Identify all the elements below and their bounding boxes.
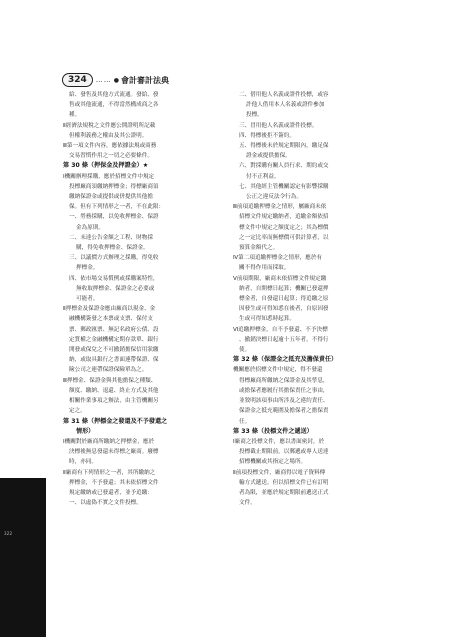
right-text-line: 或擔保者應履行其擔保責任之事由， bbox=[239, 387, 329, 394]
right-text-column bbox=[233, 90, 393, 508]
right-text-line: 投標。 bbox=[246, 112, 263, 119]
left-text-line: 融機構簽發之本票或支票、保付支 bbox=[69, 316, 153, 323]
right-text-line: 得標廠商所繳納之保證金及其孳息， bbox=[239, 377, 329, 384]
left-text-line: 三、以議價方式辦理之採購，得免收 bbox=[69, 255, 159, 262]
right-text-line: 預算金額代之。 bbox=[239, 245, 279, 252]
left-text-line: 購，得免收押標金、保證金。 bbox=[76, 245, 149, 252]
right-text-line: 任。 bbox=[239, 418, 251, 425]
left-text-line: 四、依市場交易慣例或採購案特性， bbox=[69, 275, 159, 282]
right-text-line: Ⅳ第二項追繳押標金之情形，應於有 bbox=[233, 255, 323, 262]
left-text-line: Ⅱ經濟法規稅之文件應公開證明所記載 bbox=[63, 122, 156, 129]
left-text-line: 規定繳納或已發還者，並予追繳： bbox=[69, 489, 153, 496]
right-text-line: 納者，自開標日起算；機關已發還押 bbox=[239, 285, 329, 292]
right-text-line: 文件。 bbox=[239, 500, 256, 507]
right-text-line: 使。 bbox=[239, 347, 251, 354]
left-text-column bbox=[63, 90, 223, 508]
right-text-line: 許他人借用本人名義或證件參加 bbox=[246, 102, 325, 109]
left-text-line: 險公司之連帶保證保險單為之。 bbox=[69, 367, 148, 374]
right-text-line: 七、其他經主管機關認定有影響採購 bbox=[239, 183, 329, 190]
right-text-line: 因發生或可得知悉在後者，自原因發 bbox=[239, 306, 329, 313]
right-text-line: 五、得標後未於規定期限內，繳足保 bbox=[239, 143, 329, 150]
right-text-line: 標文件中規定之額度定之；其為標價 bbox=[239, 224, 329, 231]
left-text-line: 種。 bbox=[69, 112, 81, 119]
page-header bbox=[62, 72, 392, 88]
left-text-line: 定質權之金融機構定期存款單、銀行 bbox=[69, 336, 159, 343]
book-title: 會計審計法典 bbox=[121, 75, 170, 85]
left-text-line: 但權利義務之權由及其公證明。 bbox=[69, 132, 148, 139]
left-text-line: 金為原則。 bbox=[76, 224, 104, 231]
side-tab-number: 322 bbox=[4, 531, 13, 536]
left-text-line: 可能者。 bbox=[76, 296, 99, 303]
left-article-heading: 第 31 條（押標金之發還及不予發還之 bbox=[63, 417, 168, 425]
right-text-line: 機關應於招標文件中規定，得不發還 bbox=[233, 367, 323, 374]
right-text-line: 證金或提供擔保。 bbox=[246, 153, 291, 160]
left-text-line: 繳納保證金或提供或併提供其他擔 bbox=[69, 194, 153, 201]
right-text-line: 六、對採購有關人員行求、期約或交 bbox=[239, 163, 329, 170]
right-text-line: 、撤銷決標日起逾十五年者，不得行 bbox=[239, 336, 329, 343]
right-text-line: 二、借用他人名義或證件投標，或容 bbox=[239, 92, 329, 98]
left-text-line: 票、郵政匯票、無記名政府公債、設 bbox=[69, 326, 159, 333]
left-text-line: Ⅲ第一項文件內容，應依據法規或商務 bbox=[63, 143, 157, 150]
right-text-line: 公正之違反法令行為。 bbox=[246, 194, 302, 201]
left-text-line: 一、以虛偽不實之文件投標。 bbox=[69, 500, 142, 507]
right-text-line: 標金者，自發還日起算；得追繳之原 bbox=[239, 296, 329, 303]
left-text-line: 二、未達公告金額之工程、財物採 bbox=[69, 234, 153, 241]
left-text-line: 開發或保兌之不可撤銷擔保信用狀繳 bbox=[69, 347, 159, 354]
right-text-line: 三、冒用他人名義或證件投標。 bbox=[239, 122, 318, 129]
right-article-heading: 第 33 條（投標文件之遞送） bbox=[233, 427, 313, 435]
header-dots: …… bbox=[95, 76, 112, 84]
right-text-line: 之一定比率而無標價可供計算者，以 bbox=[239, 234, 329, 241]
left-text-line: 納，或取具銀行之書面連帶保證、保 bbox=[69, 357, 159, 364]
side-thumb-tab bbox=[0, 478, 46, 637]
right-text-line: 關不得作用而採取。 bbox=[239, 265, 290, 272]
right-article-heading: 第 32 條（保證金之抵充及擔保責任） bbox=[233, 356, 338, 364]
left-text-line: 定之。 bbox=[69, 408, 86, 415]
left-text-line: 押標金，不予發還；其未依招標文件 bbox=[69, 479, 159, 486]
right-text-line: Ⅱ前項投標文件，廠商得以電子資料傳 bbox=[233, 469, 326, 476]
right-text-line: Ⅰ廠商之投標文件，應以書面密封，於 bbox=[233, 438, 325, 445]
right-text-line: 保證金之抵充範圍及擔保者之擔保責 bbox=[239, 408, 329, 415]
right-text-line: 招標文件規定繳納者，追繳金額依招 bbox=[239, 214, 329, 221]
left-text-line: Ⅰ機關對於廠商所繳納之押標金，應於 bbox=[63, 438, 155, 445]
left-text-line: 時，亦同。 bbox=[69, 459, 97, 466]
right-text-line: 並敘明該項事由所涉及之違約責任、 bbox=[239, 398, 329, 405]
left-text-line: 給、發售及其他方式流通。發給、發 bbox=[69, 92, 159, 98]
left-text-line: 無收取押標金、保證金之必要或 bbox=[76, 285, 155, 292]
left-text-line: 投標廠商須繳納押標金；得標廠商須 bbox=[69, 183, 159, 190]
right-text-line: 投標截止期限前，以郵遞或專人送達 bbox=[239, 449, 329, 456]
right-text-line: Ⅲ前項追繳押標金之情形，屬廠商未依 bbox=[233, 204, 327, 211]
left-text-line: 額度、繳納、退還、終止方式及其他 bbox=[69, 387, 159, 394]
left-article-heading: 第 30 條（押保金及押證金）★ bbox=[63, 162, 149, 170]
left-text-line: 押標金。 bbox=[76, 265, 99, 272]
left-text-line: 決標後無息發還未得標之廠商。廢標 bbox=[69, 449, 159, 456]
left-article-heading: 情形） bbox=[76, 427, 95, 435]
page-number: 324 bbox=[62, 73, 93, 87]
right-text-line: 者為限，並應於規定期限前遞送正式 bbox=[239, 489, 329, 496]
left-text-line: Ⅱ押標金及保證金應由廠商以現金、金 bbox=[63, 306, 156, 313]
left-text-line: 相關作業事項之辦法，由主管機關另 bbox=[69, 398, 159, 405]
left-text-line: Ⅱ廠商有下列情形之一者，其所繳納之 bbox=[63, 469, 156, 476]
right-text-line: Ⅴ前項期限，廠商未依招標文件規定繳 bbox=[233, 275, 327, 282]
left-text-line: Ⅲ押標金、保證金與其他擔保之種類、 bbox=[63, 377, 157, 384]
left-text-line: 交易習慣作用之一切之必要條件。 bbox=[69, 153, 153, 160]
right-text-line: 輸方式遞送。但以招標文件已有訂明 bbox=[239, 479, 329, 486]
right-text-line: 付不正利益。 bbox=[246, 173, 280, 180]
left-text-line: 售或其他流通，不得當然構成商之各 bbox=[69, 102, 159, 109]
right-text-line: 生或可得知悉時起算。 bbox=[239, 316, 295, 323]
right-text-line: 招標機關或其指定之場所。 bbox=[239, 459, 307, 466]
left-text-line: 一、勞務採購，以免收押標金、保證 bbox=[69, 214, 159, 221]
left-text-line: Ⅰ機關辦理採購，應於招標文件中規定 bbox=[63, 173, 155, 180]
right-text-line: 四、得標後拒不簽約。 bbox=[239, 132, 295, 139]
left-text-line: 保。但有下列情形之一者，不在此限： bbox=[69, 204, 165, 211]
header-bullet-icon: ● bbox=[113, 76, 120, 84]
right-text-line: Ⅵ追繳押標金，自不予發還、不予決標 bbox=[233, 326, 328, 333]
